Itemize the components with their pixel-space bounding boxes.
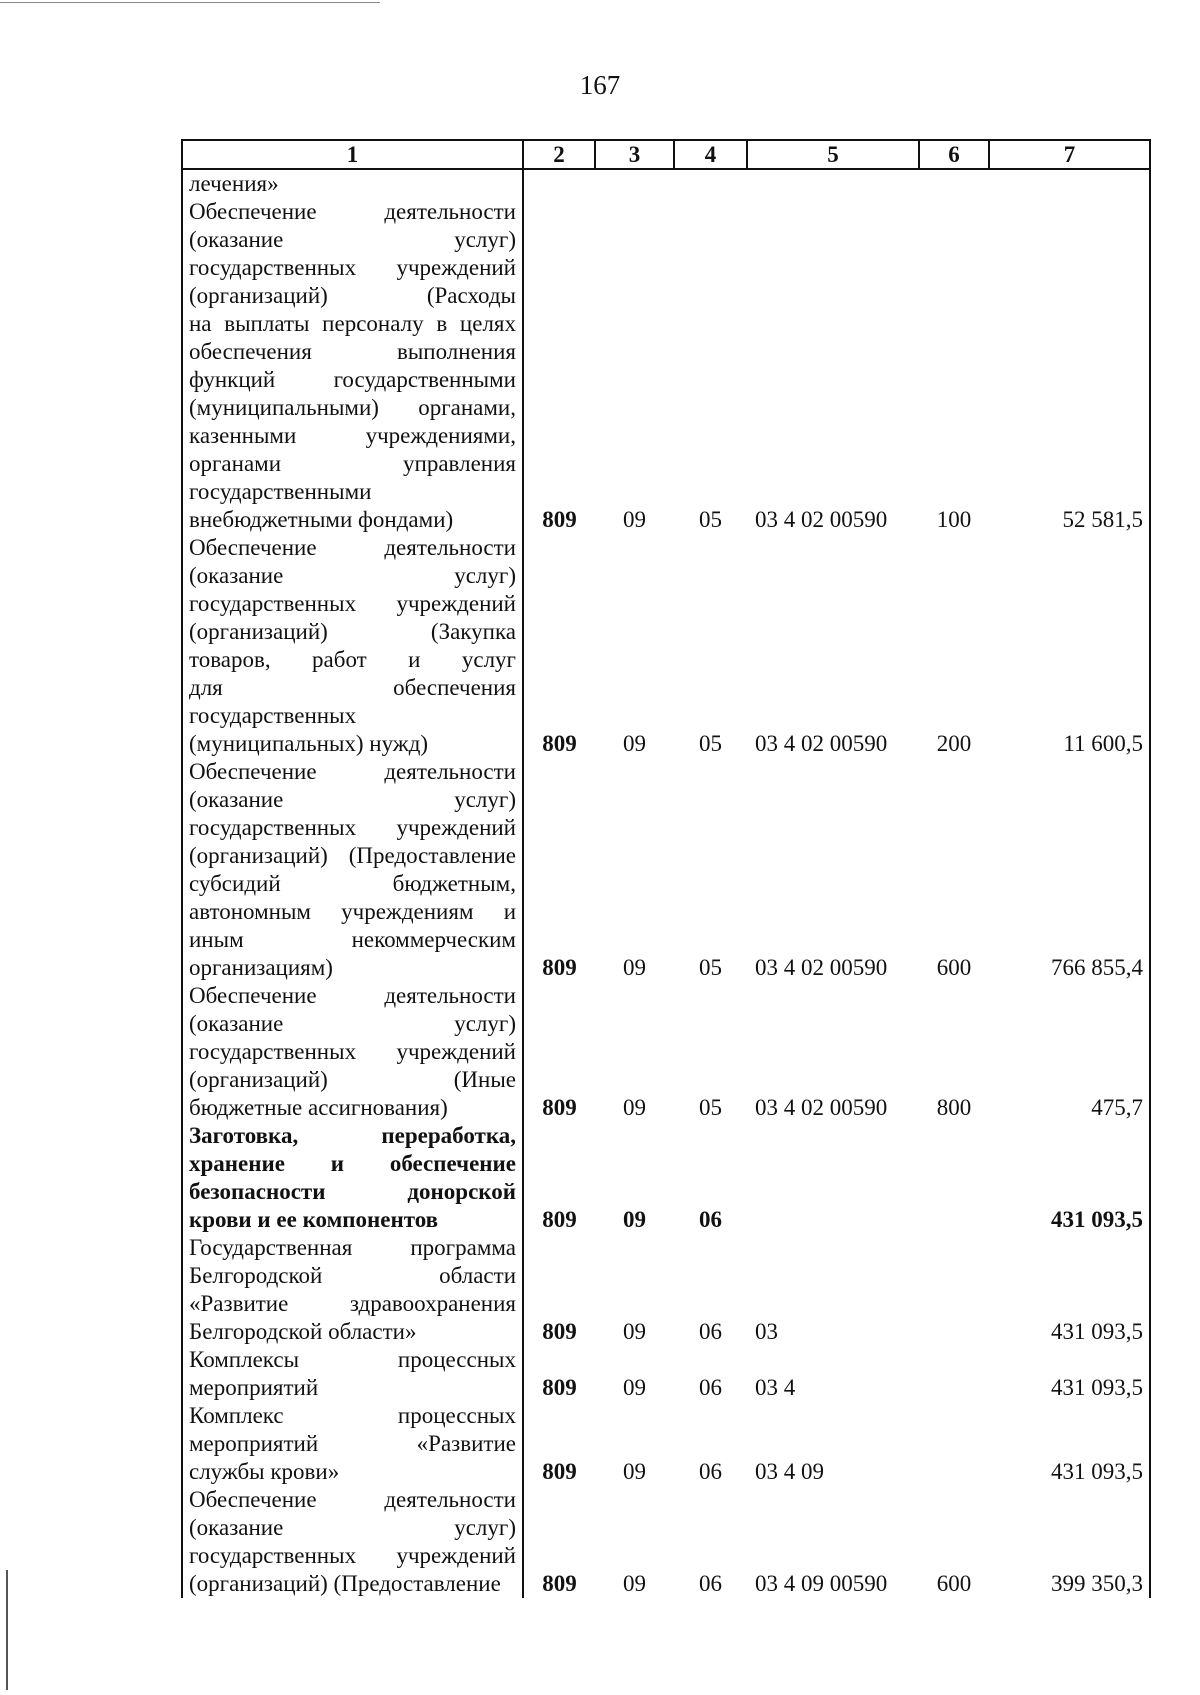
header-col-6: 6	[919, 140, 989, 169]
description-line: на выплаты персоналу в целях	[189, 311, 516, 336]
row-description	[182, 1122, 523, 1234]
row-cell-c6	[919, 169, 989, 198]
row-cell-c5: 03 4 02 00590	[755, 1095, 888, 1120]
row-cell-c2: 809	[542, 1319, 577, 1344]
description-line: Обеспечение деятельности	[189, 983, 516, 1008]
description-line: государственных учреждений	[189, 255, 516, 280]
description-line: (организаций) (Предоставление	[189, 843, 516, 868]
row-cell-c7: 431 093,5	[989, 1122, 1150, 1234]
description-line: (муниципальными) органами,	[189, 395, 516, 420]
description-line: государственных учреждений	[189, 815, 516, 840]
row-description	[182, 982, 523, 1122]
row-description	[182, 1402, 523, 1486]
scan-edge-left	[6, 1570, 8, 1690]
row-cell-c2: 809	[542, 507, 577, 532]
description-line: государственными	[189, 479, 372, 504]
row-cell-c4: 06	[699, 1207, 722, 1232]
description-line: внебюджетными фондами)	[189, 507, 454, 532]
description-line: (оказание услуг)	[189, 563, 516, 588]
row-cell-c2: 809	[542, 1095, 577, 1120]
description-line: Государственная программа	[189, 1235, 516, 1260]
table-row	[182, 758, 1150, 982]
table-row	[182, 1122, 1150, 1234]
row-cell-c3: 09	[623, 731, 646, 756]
row-cell-c2: 809	[542, 1207, 577, 1232]
header-col-3: 3	[595, 140, 674, 169]
row-cell-c6: 600	[936, 1571, 972, 1596]
description-line: Заготовка, переработка,	[189, 1123, 516, 1148]
description-line: Обеспечение деятельности	[189, 759, 516, 784]
row-cell-c4: 05	[699, 507, 722, 532]
row-cell-c3: 09	[623, 1095, 646, 1120]
description-line: (организаций) (Предоставление	[189, 1571, 501, 1596]
row-cell-c5: 03 4 09 00590	[755, 1571, 888, 1596]
row-cell-c5: 03 4	[755, 1375, 796, 1400]
description-line: для обеспечения	[189, 675, 516, 700]
row-cell-c3: 09	[623, 1459, 646, 1484]
row-cell-c3	[595, 169, 674, 198]
row-cell-c5: 03 4 02 00590	[755, 731, 888, 756]
description-line: безопасности донорской	[189, 1179, 516, 1204]
description-line: мероприятий	[189, 1375, 319, 1400]
description-line: службы крови»	[189, 1459, 340, 1484]
description-line: функций государственными	[189, 367, 516, 392]
table-row	[182, 1486, 1150, 1598]
description-line: государственных	[189, 703, 357, 728]
row-cell-c2: 809	[542, 731, 577, 756]
table-row	[182, 198, 1150, 534]
description-line: мероприятий «Развитие	[189, 1431, 516, 1456]
table-row	[182, 534, 1150, 758]
description-line: Комплекс процессных	[189, 1403, 516, 1428]
row-cell-c7: 11 600,5	[989, 534, 1150, 758]
table-row	[182, 1346, 1150, 1402]
row-cell-c4: 06	[699, 1319, 722, 1344]
row-cell-c7	[989, 169, 1150, 198]
row-cell-c2: 809	[542, 1459, 577, 1484]
description-line: государственных учреждений	[189, 1543, 516, 1568]
description-line: обеспечения выполнения	[189, 339, 516, 364]
row-cell-c3: 09	[623, 1571, 646, 1596]
row-cell-c5: 03	[755, 1319, 778, 1344]
row-cell-c7: 52 581,5	[989, 198, 1150, 534]
table-body	[182, 169, 1150, 1598]
row-cell-c7: 399 350,3	[989, 1486, 1150, 1598]
description-line: (организаций) (Расходы	[189, 283, 516, 308]
row-description	[182, 1486, 523, 1598]
row-description	[182, 758, 523, 982]
header-col-2: 2	[523, 140, 595, 169]
row-cell-c4: 05	[699, 731, 722, 756]
row-cell-c4: 06	[699, 1375, 722, 1400]
row-cell-c5	[747, 169, 919, 198]
row-cell-c7: 431 093,5	[989, 1346, 1150, 1402]
table-row	[182, 169, 1150, 198]
description-line: лечения»	[189, 171, 279, 196]
description-line: Белгородской области»	[189, 1319, 417, 1344]
description-line: (организаций) (Иные	[189, 1067, 516, 1092]
row-description	[182, 169, 523, 198]
row-cell-c3: 09	[623, 507, 646, 532]
table-row	[182, 1234, 1150, 1346]
description-line: Обеспечение деятельности	[189, 1487, 516, 1512]
scan-edge-top	[0, 2, 380, 3]
row-cell-c5: 03 4 02 00590	[755, 955, 888, 980]
description-line: Комплексы процессных	[189, 1347, 516, 1372]
description-line: организациям)	[189, 955, 333, 980]
header-col-5: 5	[747, 140, 919, 169]
description-line: органами управления	[189, 451, 516, 476]
row-cell-c7: 475,7	[989, 982, 1150, 1122]
description-line: крови и ее компонентов	[189, 1207, 439, 1232]
header-col-7: 7	[989, 140, 1150, 169]
row-cell-c7: 431 093,5	[989, 1234, 1150, 1346]
row-cell-c2: 809	[542, 1375, 577, 1400]
page-number: 167	[579, 70, 621, 100]
row-cell-c6: 200	[936, 731, 972, 756]
row-cell-c6	[919, 1346, 989, 1402]
row-cell-c3: 09	[623, 955, 646, 980]
description-line: Обеспечение деятельности	[189, 199, 516, 224]
budget-table	[181, 139, 1151, 1598]
row-description	[182, 534, 523, 758]
row-description	[182, 198, 523, 534]
row-cell-c5: 03 4 09	[755, 1459, 824, 1484]
row-description	[182, 1346, 523, 1402]
description-line: Белгородской области	[189, 1263, 516, 1288]
description-line: товаров, работ и услуг	[189, 647, 516, 672]
row-cell-c7: 766 855,4	[989, 758, 1150, 982]
description-line: субсидий бюджетным,	[189, 871, 516, 896]
row-cell-c3: 09	[623, 1375, 646, 1400]
header-col-1: 1	[182, 140, 523, 169]
description-line: (оказание услуг)	[189, 227, 516, 252]
description-line: государственных учреждений	[189, 1039, 516, 1064]
row-cell-c5	[747, 1122, 919, 1234]
row-cell-c4	[674, 169, 747, 198]
row-cell-c6	[919, 1234, 989, 1346]
description-line: автономным учреждениям и	[189, 899, 516, 924]
description-line: (организаций) (Закупка	[189, 619, 516, 644]
description-line: бюджетные ассигнования)	[189, 1095, 448, 1120]
table-row	[182, 1402, 1150, 1486]
description-line: государственных учреждений	[189, 591, 516, 616]
row-cell-c6	[919, 1122, 989, 1234]
row-cell-c2: 809	[542, 1571, 577, 1596]
row-cell-c6: 800	[936, 1095, 972, 1120]
row-cell-c5: 03 4 02 00590	[755, 507, 888, 532]
row-cell-c4: 06	[699, 1459, 722, 1484]
header-col-4: 4	[674, 140, 747, 169]
row-cell-c2	[523, 169, 595, 198]
table-row	[182, 982, 1150, 1122]
row-cell-c6: 100	[936, 507, 972, 532]
row-cell-c3: 09	[623, 1207, 646, 1232]
row-cell-c6	[919, 1402, 989, 1486]
description-line: «Развитие здравоохранения	[189, 1291, 516, 1316]
row-description	[182, 1234, 523, 1346]
row-cell-c6: 600	[936, 955, 972, 980]
row-cell-c7: 431 093,5	[989, 1402, 1150, 1486]
description-line: хранение и обеспечение	[189, 1151, 516, 1176]
description-line: казенными учреждениями,	[189, 423, 516, 448]
header-row	[182, 140, 1150, 169]
description-line: (оказание услуг)	[189, 1011, 516, 1036]
description-line: Обеспечение деятельности	[189, 535, 516, 560]
description-line: (муниципальных) нужд)	[189, 731, 429, 756]
row-cell-c2: 809	[542, 955, 577, 980]
row-cell-c3: 09	[623, 1319, 646, 1344]
description-line: (оказание услуг)	[189, 1515, 516, 1540]
row-cell-c4: 05	[699, 1095, 722, 1120]
description-line: иным некоммерческим	[189, 927, 516, 952]
row-cell-c4: 05	[699, 955, 722, 980]
row-cell-c4: 06	[699, 1571, 722, 1596]
description-line: (оказание услуг)	[189, 787, 516, 812]
